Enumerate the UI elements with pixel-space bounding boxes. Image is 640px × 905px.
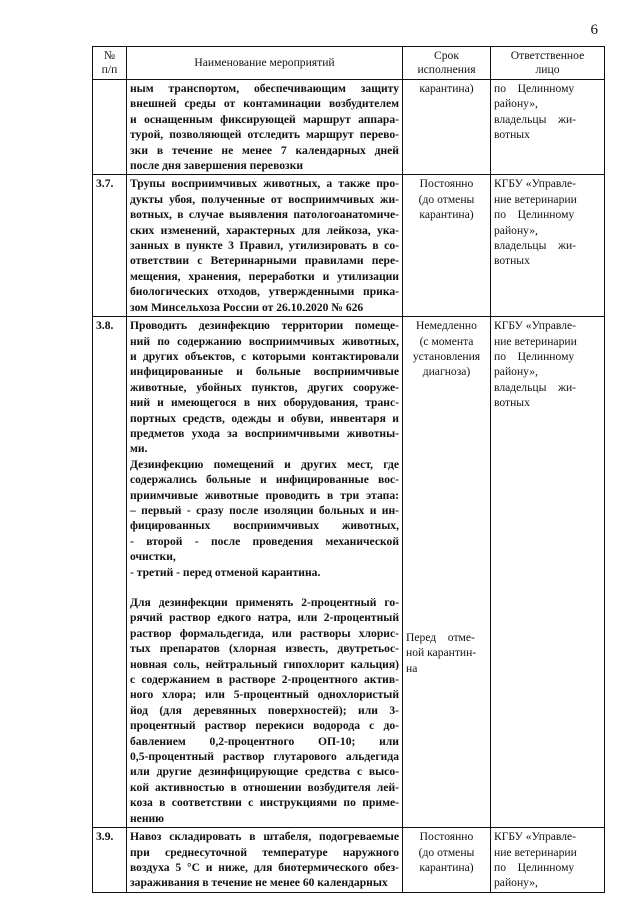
text-line: бавлением 0,2-процентного ОП-10; или [130, 734, 399, 748]
text-line: ний по содержанию восприимчивых животных, [130, 334, 399, 348]
row-number: 3.7. [93, 175, 127, 317]
text-line: очистки, [130, 550, 176, 564]
text-line: КГБУ «Управле- [494, 177, 577, 191]
text-line: Трупы восприимчивых животных, а также про- [130, 177, 399, 191]
header-term: Срок исполнения [403, 47, 491, 80]
text-line: портных средств, одежды и обуви, инвентаря и [130, 411, 399, 425]
measure-description [127, 80, 403, 175]
text-line: ным транспортом, обеспечивающим защиту [130, 82, 399, 95]
text-line: Постоянно [419, 830, 474, 844]
text-line: фицированных восприимчивых животных, [130, 519, 399, 533]
text-line: карантина) [419, 208, 474, 222]
text-line: Для дезинфекции применять 2-процентный го- [130, 596, 399, 609]
text-line: (с момента [419, 334, 474, 348]
text-line: по Целинному [494, 208, 575, 222]
measure-term [403, 828, 491, 893]
measures-table [92, 46, 605, 893]
text-line: раствор формальдегида, или растворы хлорис- [130, 626, 399, 640]
text-line: владельцы жи- [494, 380, 577, 394]
text-line: животные, убойных пунктов, других сооруже- [130, 380, 399, 394]
text-line: 0,5-процентный раствор глутарового альдегида [130, 750, 399, 764]
measure-description [127, 828, 403, 893]
term-spacer [406, 380, 487, 630]
text-line: карантина) [419, 82, 474, 95]
header-responsible: Ответственное лицо [491, 47, 605, 80]
text-line: по Целинному [494, 349, 575, 363]
measure-term [403, 317, 491, 828]
text-line: новная соль, нейтральный гипохлорит кальция) [130, 657, 399, 671]
text-line: вотных, в случае выявления патологоанатомиче- [130, 208, 399, 222]
row-number [93, 80, 127, 175]
table-header-row [93, 47, 605, 80]
text-line: при среднесуточной температуре наружного [130, 845, 399, 859]
text-line: ние ветеринарии [494, 334, 577, 348]
responsible-party [491, 317, 605, 828]
page-number: 6 [590, 22, 598, 38]
text-line: нению [130, 811, 165, 825]
text-line: тых препаратов (хлорная известь, двутретьос- [130, 642, 399, 656]
text-line: предметов ухода за восприимчивыми животны- [130, 426, 399, 440]
text-line: Перед отме- [406, 630, 475, 644]
text-line: диагноза) [422, 365, 471, 379]
text-line: турой, позволяющей отследить маршрут перево- [130, 128, 399, 142]
measure-term [403, 80, 491, 175]
measure-description [127, 317, 403, 828]
row-number: 3.8. [93, 317, 127, 828]
text-line: КГБУ «Управле- [494, 319, 577, 333]
text-line: установления [412, 349, 481, 363]
table-row [93, 175, 605, 317]
text-line: владельцы жи- [494, 239, 577, 253]
table-row [93, 828, 605, 893]
text-line: вотных [494, 128, 530, 142]
text-line: по Целинному [494, 82, 575, 95]
text-line: процентный раствор перекиси водорода с до- [130, 719, 399, 733]
measure-term [403, 175, 491, 317]
text-line: ми. [130, 442, 148, 456]
text-line: Дезинфекцию помещений и других мест, где [130, 457, 399, 471]
measure-term-second [406, 630, 487, 676]
row-number: 3.9. [93, 828, 127, 893]
text-line: району», [494, 97, 538, 111]
text-line: – первый - сразу после изоляции больных и ин- [130, 503, 399, 517]
text-line: мещения, хранения, переработки и утилизации [130, 269, 399, 283]
text-line: владельцы жи- [494, 112, 577, 126]
text-line: КГБУ «Управле- [494, 830, 577, 844]
text-line: зки в течение не менее 7 календарных дней [130, 143, 399, 157]
text-line: ских изменений, характерных для лейкоза, ука- [130, 223, 399, 237]
text-line: на [406, 661, 418, 675]
text-line: по Целинному [494, 860, 575, 874]
text-line: содержались больные и инфицированные вос- [130, 473, 399, 487]
responsible-party [491, 80, 605, 175]
text-line: и оснащенным фиксирующей маршрут аппара- [130, 112, 399, 126]
text-line: - третий - перед отменой карантина. [130, 565, 321, 579]
text-line: рячий раствор едкого натра, или 2-процентный [130, 611, 399, 625]
text-line: вотных [494, 254, 530, 268]
text-line: после дня завершения перевозки [130, 159, 304, 173]
header-name: Наименование мероприятий [127, 47, 403, 80]
measure-description [127, 175, 403, 317]
text-line: коза в соответствии с инструкциями по приме- [130, 796, 399, 810]
text-line: занных в пункте 3 Правил, утилизировать в со- [130, 239, 399, 253]
text-line: ние ветеринарии [494, 845, 577, 859]
text-line: (до отмены [418, 192, 475, 206]
text-line: внешней среды от контаминации возбудителем [130, 97, 399, 111]
text-line: (до отмены [418, 845, 475, 859]
text-line: Проводить дезинфекцию территории помеще- [130, 319, 399, 333]
responsible-party [491, 828, 605, 893]
text-line: Навоз складировать в штабеля, подогреваемые [130, 830, 399, 844]
text-line: ние ветеринарии [494, 192, 577, 206]
text-line: ответствии с Ветеринарными правилами пере- [130, 254, 399, 268]
text-line: и других объектов, с которыми контактировали [130, 349, 399, 363]
text-line: воздуха 5 °С и ниже, для биотермического обез- [130, 860, 399, 874]
text-line: или другие дезинфицирующие средства с высо- [130, 765, 399, 779]
text-line: йод (для деревянных поверхностей); или 3- [130, 703, 399, 717]
text-line: Немедленно [416, 319, 477, 333]
text-line: приимчивые животные проводить в три этапа: [130, 488, 399, 502]
text-line: биологических отходов, утвержденными прика- [130, 285, 399, 299]
text-line: району», [494, 365, 538, 379]
text-line: дукты убоя, полученные от восприимчивых жи- [130, 192, 399, 206]
table-row [93, 317, 605, 828]
text-line: с содержанием в растворе 2-процентного актив- [130, 673, 399, 687]
text-line: инфицированные и больные восприимчивые [130, 365, 399, 379]
text-line: ний и имеющегося в них оборудования, транс- [130, 396, 399, 410]
responsible-party [491, 175, 605, 317]
text-line: кой активностью в отношении возбудителя лей- [130, 780, 399, 794]
text-line: району», [494, 876, 538, 890]
text-line: зараживания в течение не менее 60 календарных [130, 876, 388, 890]
text-line: - второй - после проведения механической [130, 534, 399, 548]
text-line: ной карантин- [406, 646, 477, 660]
table-row [93, 80, 605, 175]
header-num: № п/п [93, 47, 127, 80]
text-line: ного хлора; или 5-процентный однохлористый [130, 688, 399, 702]
text-line: карантина) [419, 860, 474, 874]
text-line: вотных [494, 396, 530, 410]
text-line: Постоянно [419, 177, 474, 191]
text-line: району», [494, 223, 538, 237]
text-line: зом Минсельхоза России от 26.10.2020 № 626 [130, 300, 364, 314]
text-line [130, 580, 399, 595]
